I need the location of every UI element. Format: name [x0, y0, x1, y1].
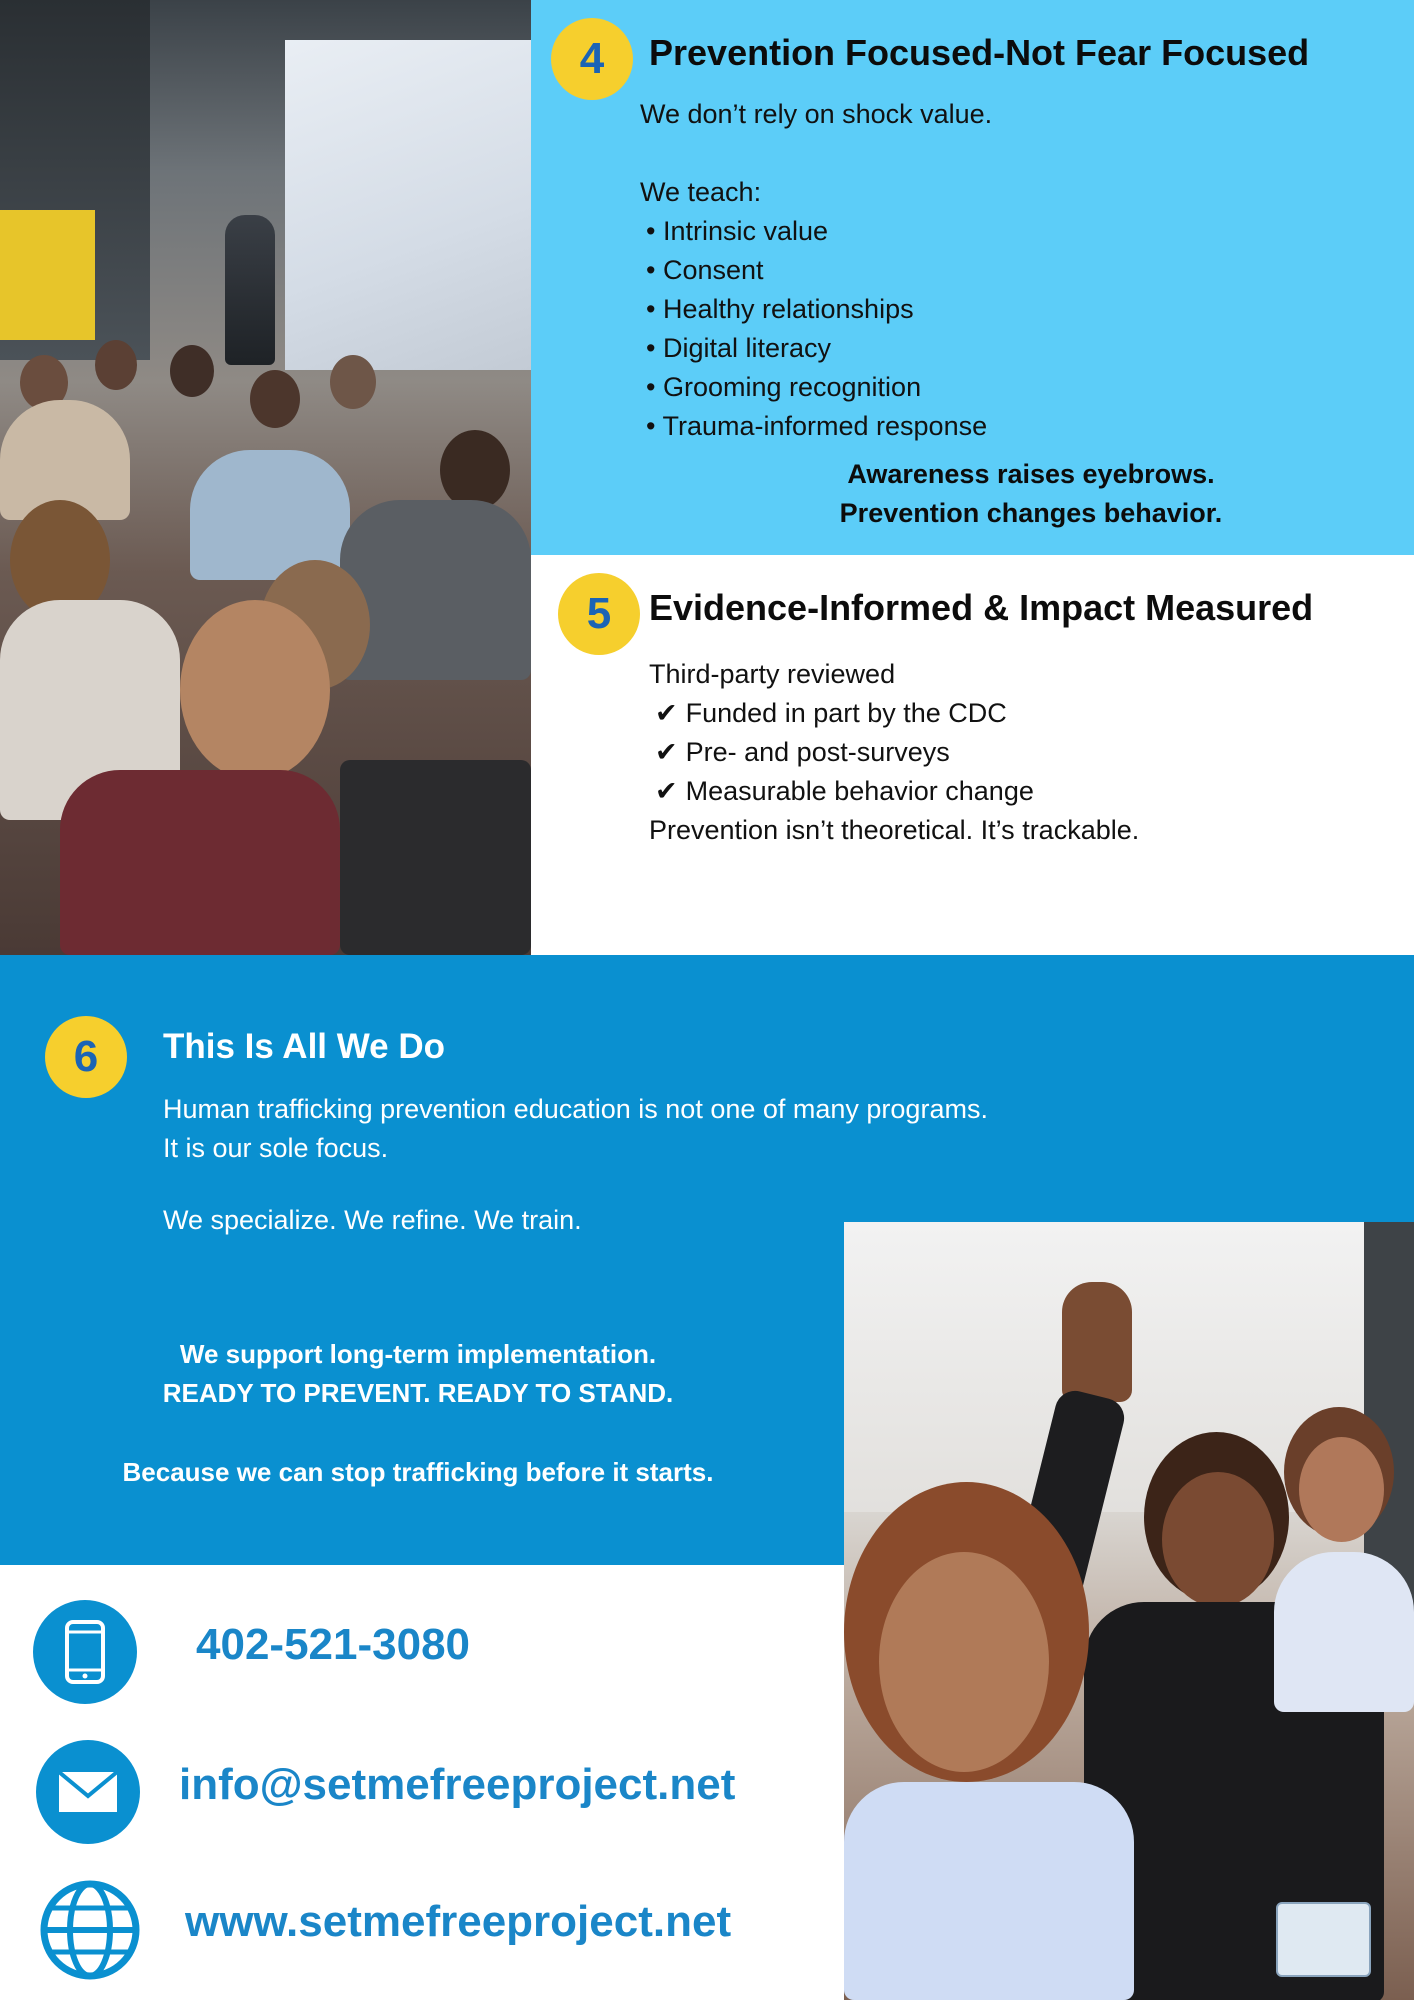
teach-label: We teach:	[640, 177, 762, 207]
list-item: • Healthy relationships	[646, 294, 914, 324]
section-intro: We don’t rely on shock value.	[640, 99, 993, 129]
section-paragraph: Human trafficking prevention education is not one of many programs. It is our sole focus.	[163, 1094, 988, 1163]
list-item: • Digital literacy	[646, 333, 832, 363]
section-number-badge: 5	[558, 573, 640, 655]
evidence-list	[649, 655, 1139, 850]
list-item: • Intrinsic value	[646, 216, 829, 246]
section-number-badge: 6	[45, 1016, 127, 1098]
section-title: Prevention Focused-Not Fear Focused	[649, 32, 1310, 73]
list-item: ✔ Funded in part by the CDC	[655, 698, 1007, 728]
section-prevention-focused	[531, 0, 1414, 555]
website-link[interactable]: www.setmefreeproject.net	[185, 1897, 732, 1946]
list-item: • Grooming recognition	[646, 372, 922, 402]
section-tagline: Awareness raises eyebrows. Prevention changes behavior.	[839, 459, 1223, 528]
phone-number-link[interactable]: 402-521-3080	[196, 1620, 471, 1669]
globe-icon	[38, 1878, 142, 1982]
phone-icon	[33, 1600, 137, 1704]
list-item: • Consent	[646, 255, 764, 285]
raised-hand-classroom-photo	[844, 1222, 1414, 2000]
envelope-icon	[36, 1740, 140, 1844]
list-item: • Trauma-informed response	[646, 411, 988, 441]
evidence-closing: Prevention isn’t theoretical. It’s trackable.	[649, 815, 1140, 845]
section-closing: We support long-term implementation. READY TO PREVENT. READY TO STAND. Because we can stop trafficking before it starts.	[122, 1339, 714, 1487]
section-number-badge: 4	[551, 18, 633, 100]
section-paragraph: We specialize. We refine. We train.	[163, 1205, 582, 1235]
section-title: This Is All We Do	[163, 1027, 445, 1066]
evidence-lead: Third-party reviewed	[649, 659, 896, 689]
check-mark-icon: ✔	[655, 737, 678, 767]
list-item: ✔ Measurable behavior change	[655, 776, 1034, 806]
photo-projection-screen	[285, 40, 531, 370]
teach-list	[646, 212, 987, 446]
section-title: Evidence-Informed & Impact Measured	[649, 587, 1314, 628]
photo-yellow-banner	[0, 210, 95, 340]
list-item: ✔ Pre- and post-surveys	[655, 737, 950, 767]
check-mark-icon: ✔	[655, 776, 678, 806]
conference-audience-photo	[0, 0, 531, 955]
section-evidence-informed	[531, 555, 1414, 955]
photo-speaker	[225, 215, 275, 365]
email-link[interactable]: info@setmefreeproject.net	[179, 1760, 736, 1809]
check-mark-icon: ✔	[655, 698, 678, 728]
